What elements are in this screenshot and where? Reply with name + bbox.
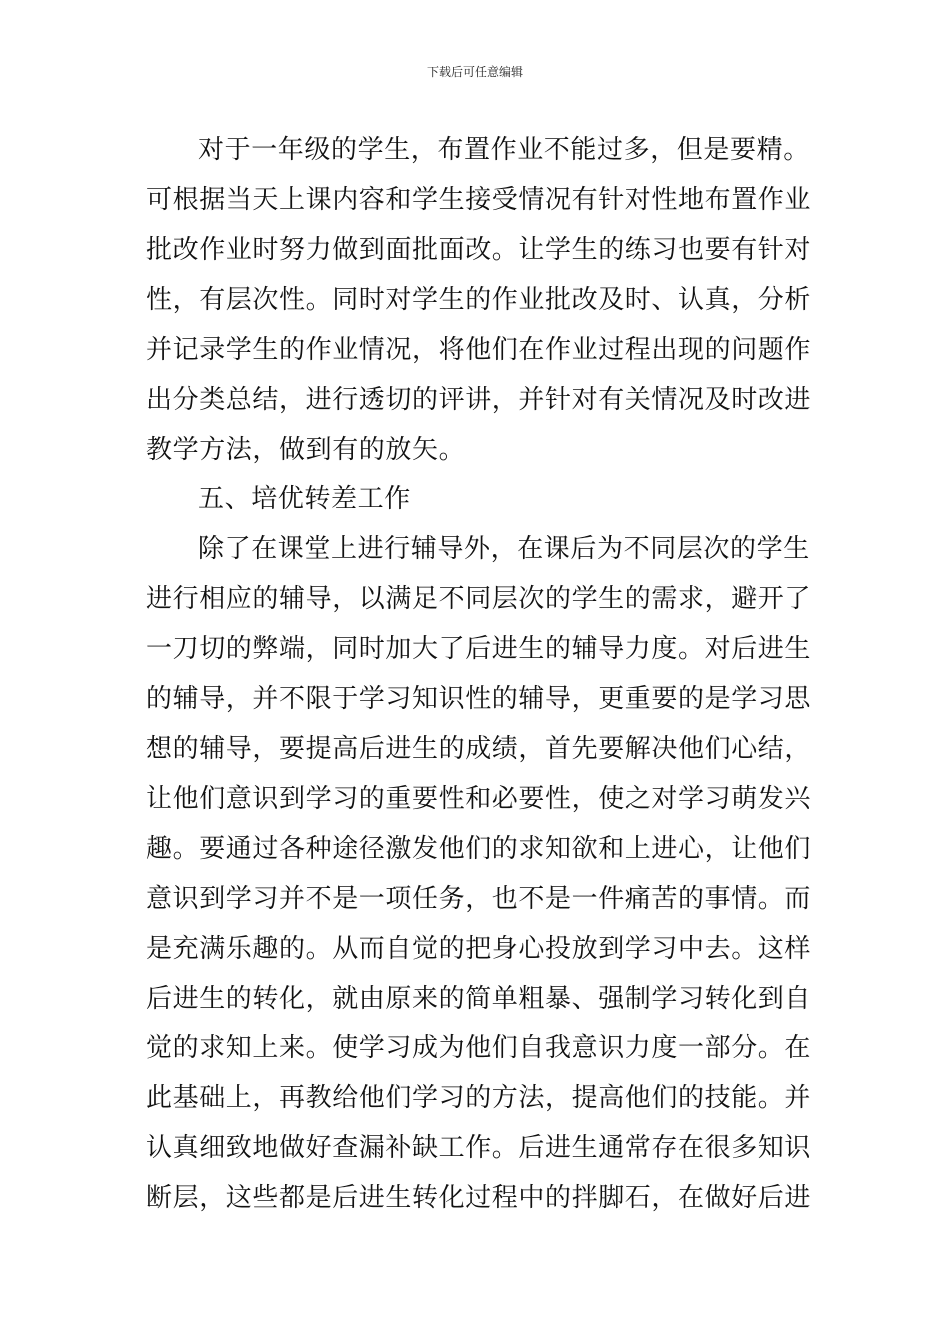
text-line: 意识到学习并不是一项任务，也不是一件痛苦的事情。而 xyxy=(146,884,812,914)
text-line: 除了在课堂上进行辅导外，在课后为不同层次的学生 xyxy=(198,534,810,564)
text-line: 性，有层次性。同时对学生的作业批改及时、认真，分析 xyxy=(146,285,812,315)
text-line: 此基础上，再教给他们学习的方法，提高他们的技能。并 xyxy=(146,1083,812,1113)
text-line: 出分类总结，进行透切的评讲，并针对有关情况及时改进 xyxy=(146,385,812,415)
text-line: 一刀切的弊端，同时加大了后进生的辅导力度。对后进生 xyxy=(146,634,812,664)
section-heading: 五、培优转差工作 xyxy=(198,484,411,514)
text-line: 教学方法，做到有的放矢。 xyxy=(146,435,466,465)
page-header: 下载后可任意编辑 xyxy=(426,65,523,79)
text-line: 趣。要通过各种途径激发他们的求知欲和上进心，让他们 xyxy=(146,834,812,864)
text-line: 认真细致地做好查漏补缺工作。后进生通常存在很多知识 xyxy=(146,1133,812,1163)
text-line: 对于一年级的学生，布置作业不能过多，但是要精。 xyxy=(198,135,810,165)
text-line: 让他们意识到学习的重要性和必要性，使之对学习萌发兴 xyxy=(146,784,812,814)
text-line: 后进生的转化，就由原来的简单粗暴、强制学习转化到自 xyxy=(146,984,812,1014)
text-line: 觉的求知上来。使学习成为他们自我意识力度一部分。在 xyxy=(146,1033,812,1063)
text-line: 想的辅导，要提高后进生的成绩，首先要解决他们心结， xyxy=(146,734,812,764)
text-line: 断层，这些都是后进生转化过程中的拌脚石，在做好后进 xyxy=(146,1183,812,1213)
text-line: 并记录学生的作业情况，将他们在作业过程出现的问题作 xyxy=(146,335,812,365)
text-line: 可根据当天上课内容和学生接受情况有针对性地布置作业 xyxy=(146,185,812,215)
text-line: 是充满乐趣的。从而自觉的把身心投放到学习中去。这样 xyxy=(146,934,812,964)
text-line: 进行相应的辅导，以满足不同层次的学生的需求，避开了 xyxy=(146,584,812,614)
text-line: 的辅导，并不限于学习知识性的辅导，更重要的是学习思 xyxy=(146,684,812,714)
text-line: 批改作业时努力做到面批面改。让学生的练习也要有针对 xyxy=(146,235,812,265)
